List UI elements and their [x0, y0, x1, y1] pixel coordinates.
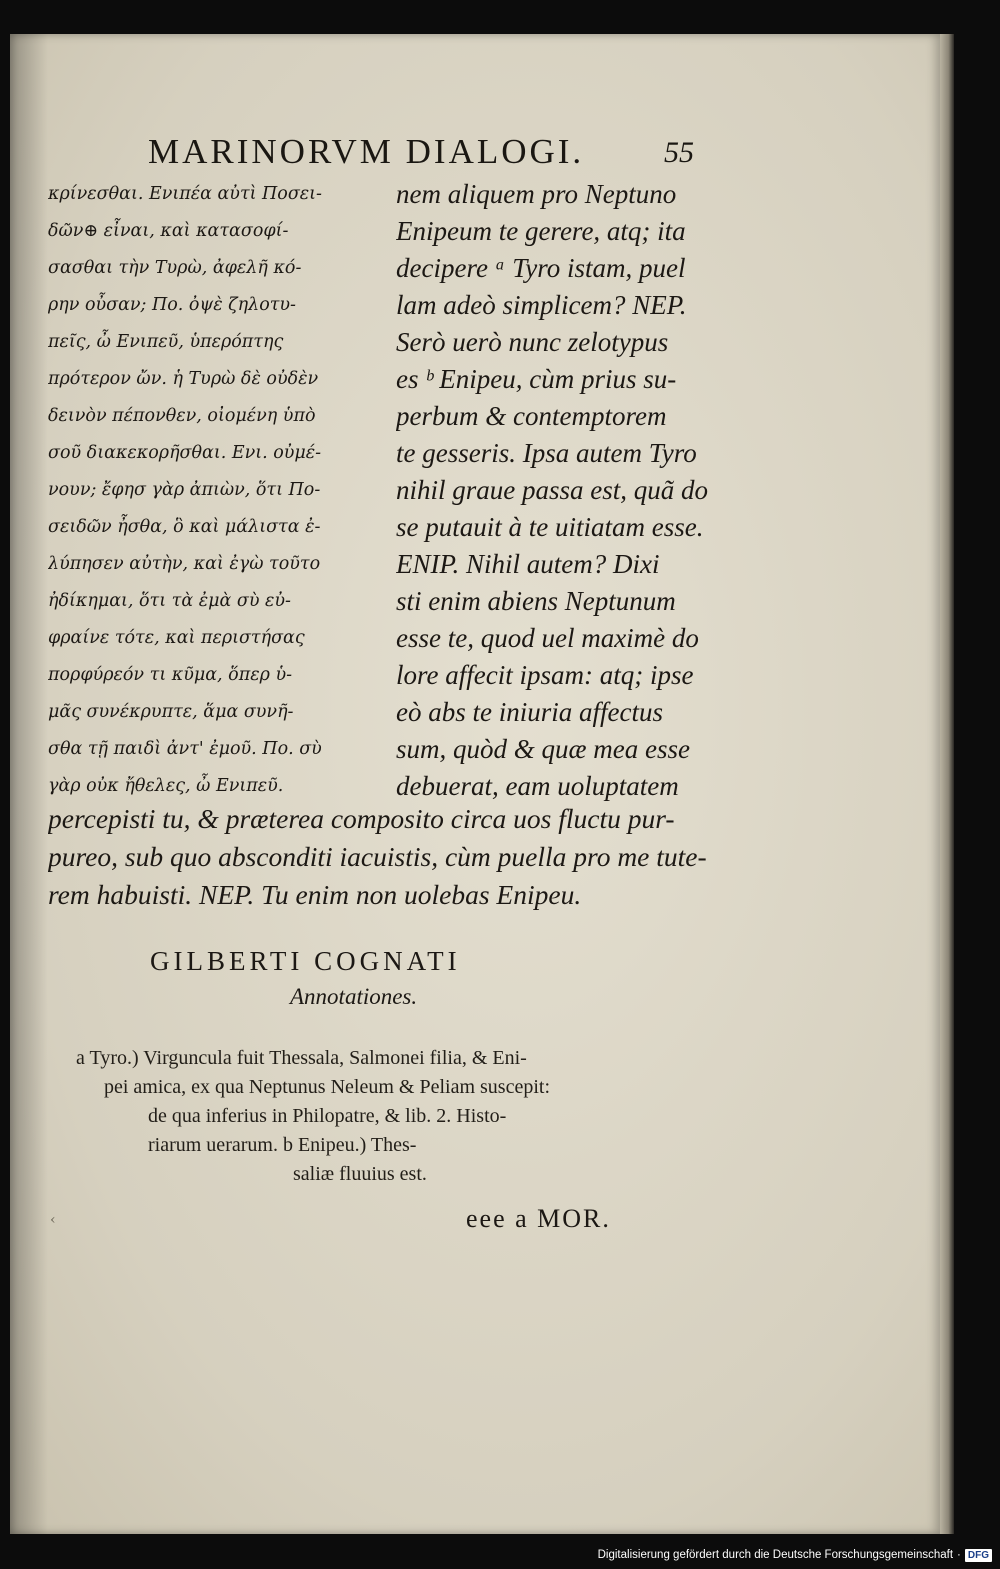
latin-line: lam adeò simplicem? NEP. [396, 290, 687, 320]
page-number: 55 [664, 136, 694, 169]
greek-line: ρην οὖσαν; Πο. ὀψὲ ζηλοτυ- [48, 295, 296, 315]
latin-line: ENIP. Nihil autem? Dixi [396, 549, 660, 579]
latin-line: percepisti tu, & præterea composito circa uos fluctu pur- [48, 803, 675, 834]
latin-line: es ᵇ Enipeu, cùm prius su- [396, 364, 677, 394]
latin-line: lore affecit ipsam: atq; ipse [396, 660, 694, 690]
latin-line: esse te, quod uel maximè do [396, 623, 699, 653]
section-subheading: Annotationes. [290, 984, 418, 1009]
latin-line: decipere ᵃ Tyro istam, puel [396, 253, 686, 283]
greek-line: φραίνε τότε, καὶ περιστήσας [48, 628, 305, 648]
greek-line: λύπησεν αὐτὴν, καὶ ἐγὼ τοῦτο [48, 554, 321, 574]
greek-line: κρίνεσθαι. Ενιπέα αὐτὶ Ποσει- [48, 184, 322, 204]
greek-line: σθα τῇ παιδὶ ἀντ' ἐμοῦ. Πο. σὺ [48, 739, 322, 759]
running-head: MARINORVM DIALOGI. [148, 132, 585, 171]
footer-text: Digitalisierung gefördert durch die Deutsche Forschungsgemeinschaft [597, 1549, 954, 1561]
greek-line: γὰρ οὐκ ἤθελες, ὦ Ενιπεῦ. [48, 776, 284, 796]
latin-continuation [48, 800, 716, 914]
latin-line: Serò uerò nunc zelotypus [396, 327, 669, 357]
latin-line: te gesseris. Ipsa autem Tyro [396, 438, 697, 468]
greek-line: μᾶς συνέκρυπτε, ἅμα συνῆ- [48, 702, 294, 722]
latin-line: nem aliquem pro Neptuno [396, 179, 677, 209]
latin-line: perbum & contemptorem [396, 401, 667, 431]
latin-line: pureo, sub quo absconditi iacuistis, cùm puella pro me tute- [48, 841, 707, 872]
latin-line: rem habuisti. NEP. Tu enim non uolebas Enipeu. [48, 879, 582, 910]
greek-column [48, 176, 378, 805]
greek-line: πρότερον ὤν. ἡ Τυρὼ δὲ οὐδὲν [48, 369, 319, 389]
spine-shadow [10, 34, 48, 1534]
footer [598, 1545, 992, 1565]
latin-line: eò abs te iniuria affectus [396, 697, 663, 727]
greek-line: σοῦ διακεκορῆσθαι. Ενι. οὐμέ- [48, 443, 322, 463]
annotation-line: de qua inferius in Philopatre, & lib. 2. Histo- [148, 1105, 507, 1127]
latin-line: sum, quòd & quæ mea esse [396, 734, 690, 764]
footer-separator: · [957, 1549, 961, 1561]
greek-line: σειδῶν ἦσθα, ὃ καὶ μάλιστα ἐ- [48, 517, 321, 537]
section-heading: GILBERTI COGNATI [150, 946, 461, 976]
greek-line: πορφύρεόν τι κῦμα, ὅπερ ὑ- [48, 665, 293, 685]
greek-line: δῶν⊕ εἶναι, καὶ κατασοφί- [48, 221, 289, 241]
annotations [76, 1044, 708, 1189]
greek-line: σασθαι τὴν Τυρὼ, ἀφελῆ κό- [48, 258, 302, 278]
annotation-line: a Tyro.) Virguncula fuit Thessala, Salmonei filia, & Eni- [76, 1047, 527, 1069]
greek-line: δεινὸν πέπονθεν, οἰομένη ὑπὸ [48, 406, 316, 426]
greek-line: νουν; ἔφησ γὰρ ἀπιὼν, ὅτι Πο- [48, 480, 321, 500]
greek-line: ἠδίκημαι, ὅτι τὰ ἐμὰ σὺ εὐ- [48, 591, 291, 611]
latin-line: sti enim abiens Neptunum [396, 586, 676, 616]
page-edge [940, 34, 954, 1534]
dfg-logo: DFG [965, 1549, 992, 1562]
annotation-line: pei amica, ex qua Neptunus Neleum & Peliam suscepit: [104, 1076, 550, 1098]
greek-line: πεῖς, ὦ Ενιπεῦ, ὑπερόπτης [48, 332, 284, 352]
annotation-line: riarum uerarum. b Enipeu.) Thes- [148, 1134, 417, 1156]
latin-line: se putauit à te uitiatam esse. [396, 512, 704, 542]
margin-mark: ‹ [50, 1212, 56, 1228]
latin-line: Enipeum te gerere, atq; ita [396, 216, 686, 246]
catchword: eee a MOR. [466, 1204, 611, 1233]
latin-column [396, 176, 708, 805]
latin-line: debuerat, eam uoluptatem [396, 771, 679, 801]
latin-line: nihil graue passa est, quã do [396, 475, 708, 505]
annotation-line: saliæ fluuius est. [293, 1163, 427, 1185]
